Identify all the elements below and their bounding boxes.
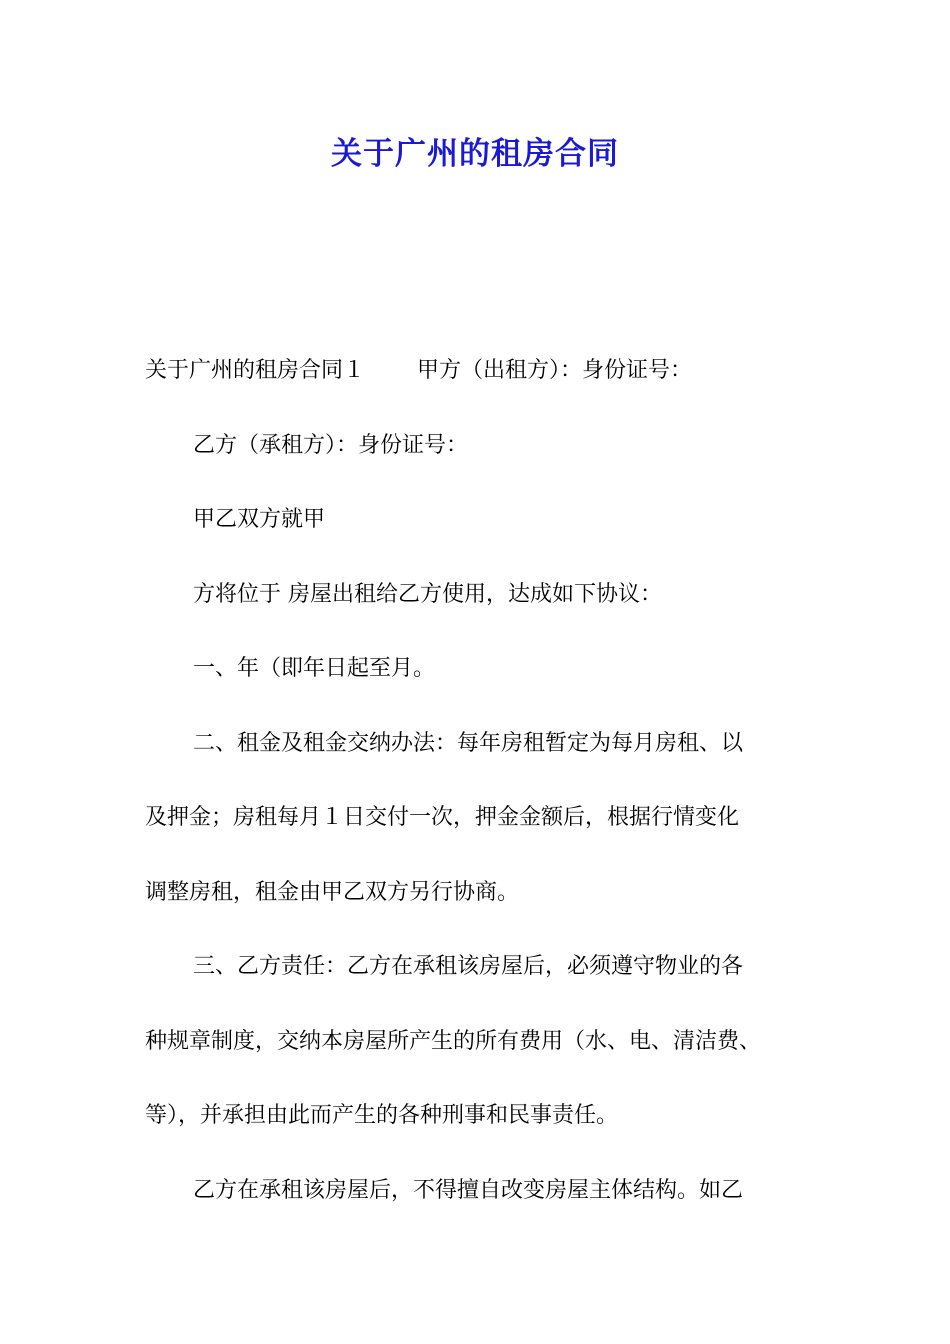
clause-three-line-2: 种规章制度，交纳本房屋所产生的所有费用（水、电、清洁费、 (145, 1028, 762, 1054)
party-a-label: 甲方（出租方）：身份证号： (417, 358, 693, 383)
clause-two-line-1: 二、租金及租金交纳办法：每年房租暂定为每月房租、以 (193, 730, 744, 756)
clause-two-line-3: 调整房租，租金由甲乙双方另行协商。 (145, 879, 520, 905)
clause-two-line-2: 及押金；房租每月１日交付一次，押金金额后，根据行情变化 (145, 805, 740, 830)
party-b-label: 乙方（承租方）：身份证号： (193, 432, 469, 458)
clause-three-line-1: 三、乙方责任：乙方在承租该房屋后，必须遵守物业的各 (193, 954, 744, 979)
document-body (145, 334, 835, 1228)
paragraph-agreement: 方将位于 房屋出租给乙方使用，达成如下协议： (193, 581, 662, 607)
paragraph-intro: 甲乙双方就甲 (193, 507, 326, 532)
paragraph-header-line (145, 334, 835, 409)
contract-number-label: 关于广州的租房合同１ (145, 358, 366, 383)
clause-three-line-3: 等），并承担由此而产生的各种刑事和民事责任。 (145, 1103, 619, 1128)
document-title: 关于广州的租房合同 (331, 136, 619, 172)
clause-one: 一、年（即年日起至月。 (193, 656, 436, 681)
clause-structure-line-1: 乙方在承租该房屋后，不得擅自改变房屋主体结构。如乙 (193, 1177, 744, 1203)
